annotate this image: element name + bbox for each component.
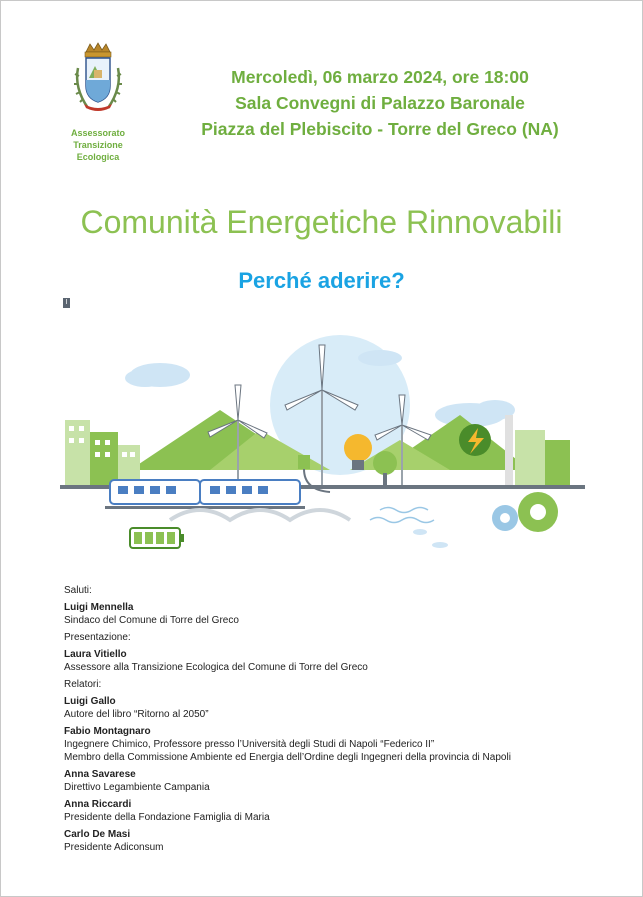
department-line-3: Ecologica bbox=[76, 152, 120, 162]
speaker-name: Fabio Montagnaro bbox=[64, 726, 151, 737]
presentation-label: Presentazione: bbox=[64, 632, 131, 643]
speaker-role: Assessore alla Transizione Ecologica del Comune di Torre del Greco bbox=[64, 662, 368, 673]
speaker-name: Luigi Gallo bbox=[64, 696, 116, 707]
speaker-role: Presidente Adiconsum bbox=[64, 842, 164, 853]
municipal-crest-icon bbox=[70, 42, 126, 122]
speaker-name: Luigi Mennella bbox=[64, 602, 134, 613]
speaker-role: Membro della Commissione Ambiente ed Energia dell’Ordine degli Ingegneri della provincia di Napoli bbox=[64, 752, 511, 763]
speaker-role: Presidente della Fondazione Famiglia di Maria bbox=[64, 812, 270, 823]
event-info bbox=[160, 64, 600, 142]
event-datetime: Mercoledì, 06 marzo 2024, ore 18:00 bbox=[231, 67, 529, 87]
event-venue: Sala Convegni di Palazzo Baronale bbox=[235, 93, 525, 113]
speaker-name: Laura Vitiello bbox=[64, 649, 127, 660]
speaker-role: Direttivo Legambiente Campania bbox=[64, 782, 210, 793]
event-address: Piazza del Plebiscito - Torre del Greco (NA) bbox=[201, 119, 559, 139]
department-line-1: Assessorato bbox=[70, 128, 126, 138]
renewable-energy-city-illustration bbox=[50, 320, 595, 565]
speaker-role: Sindaco del Comune di Torre del Greco bbox=[64, 615, 239, 626]
speaker-name: Anna Riccardi bbox=[64, 799, 132, 810]
text-cursor-marker: I bbox=[63, 298, 70, 308]
department-line-2: Transizione bbox=[73, 140, 123, 150]
speaker-name: Carlo De Masi bbox=[64, 829, 131, 840]
speaker-name: Anna Savarese bbox=[64, 769, 136, 780]
greetings-label: Saluti: bbox=[64, 585, 92, 596]
main-title: Comunità Energetiche Rinnovabili bbox=[80, 204, 563, 240]
event-program bbox=[64, 584, 624, 858]
department-label bbox=[58, 127, 138, 163]
speakers-label: Relatori: bbox=[64, 679, 102, 690]
speaker-role: Autore del libro “Ritorno al 2050” bbox=[64, 709, 209, 720]
subtitle: Perché aderire? bbox=[238, 268, 405, 293]
speaker-role: Ingegnere Chimico, Professore presso l’Università degli Studi di Napoli “Federico II” bbox=[64, 739, 435, 750]
